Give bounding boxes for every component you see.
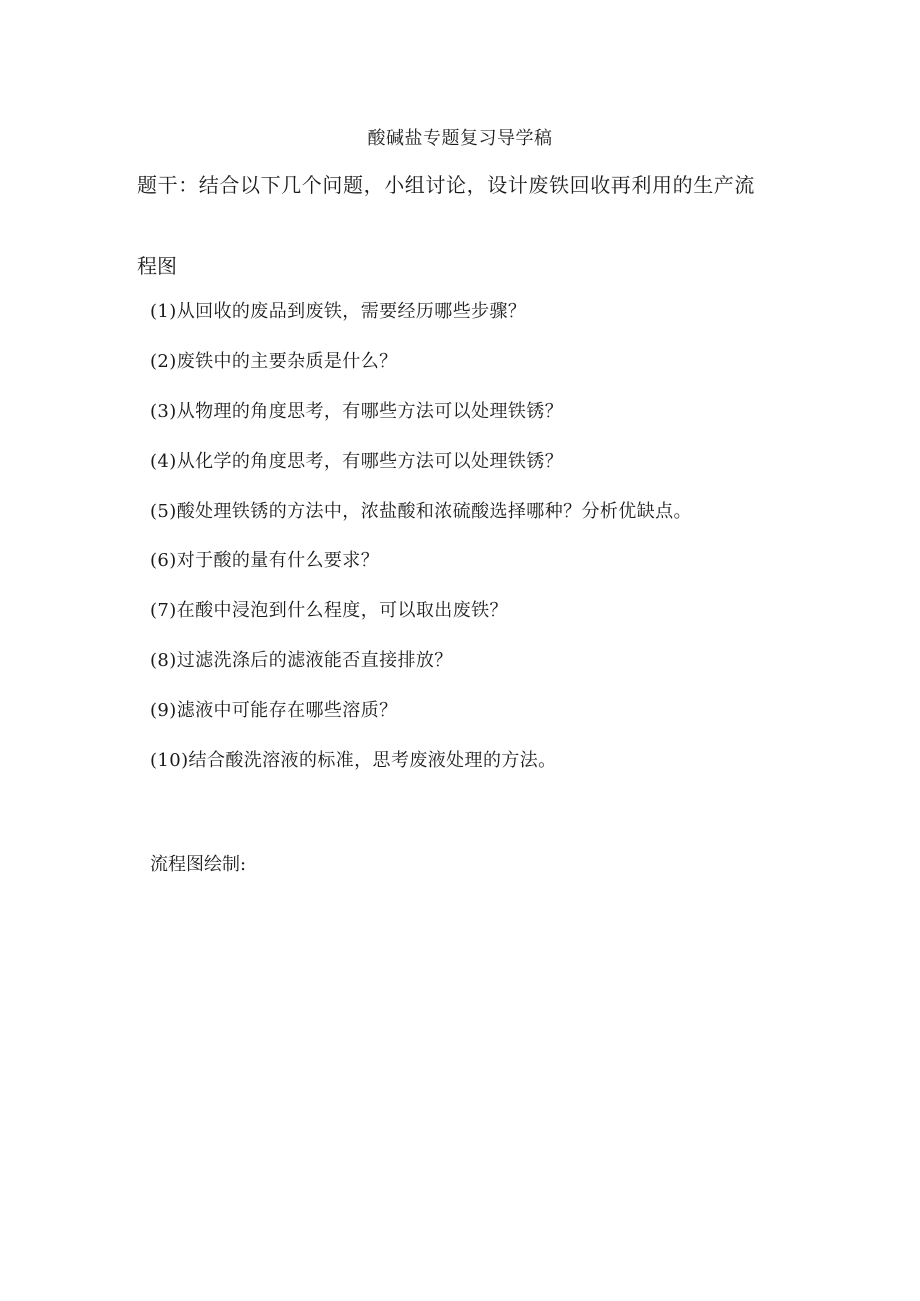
question-item: (6)对于酸的量有什么要求？ (150, 550, 380, 571)
question-list (150, 298, 770, 797)
question-item: (8)过滤洗涤后的滤液能否直接排放？ (150, 650, 453, 671)
question-stem: 题干：结合以下几个问题，小组讨论，设计废铁回收再利用的生产流 (137, 173, 755, 197)
question-item: (10)结合酸洗溶液的标准，思考废液处理的方法。 (150, 750, 557, 771)
question-stem-continued: 程图 (137, 254, 177, 278)
question-item: (9)滤液中可能存在哪些溶质？ (150, 700, 398, 721)
question-item: (2)废铁中的主要杂质是什么？ (150, 351, 398, 372)
question-item: (1)从回收的废品到废铁，需要经历哪些步骤？ (150, 301, 527, 322)
question-item: (7)在酸中浸泡到什么程度，可以取出废铁？ (150, 600, 508, 621)
question-item: (5)酸处理铁锈的方法中，浓盐酸和浓硫酸选择哪种？分析优缺点。 (150, 501, 692, 522)
document-title: 酸碱盐专题复习导学稿 (367, 128, 553, 149)
question-item: (3)从物理的角度思考，有哪些方法可以处理铁锈？ (150, 401, 564, 422)
question-item: (4)从化学的角度思考，有哪些方法可以处理铁锈？ (150, 451, 564, 472)
flowchart-label: 流程图绘制: (150, 854, 247, 875)
